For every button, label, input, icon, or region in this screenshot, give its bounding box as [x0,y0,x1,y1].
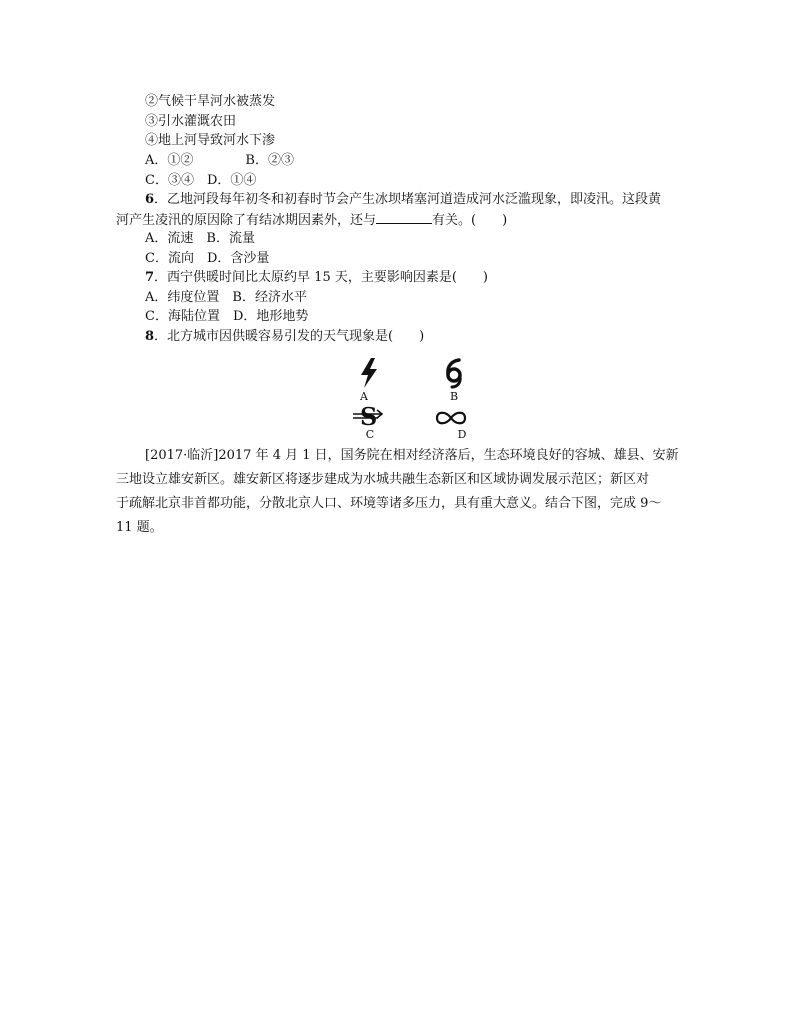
question-6-options-ab: A．流速 B．流量 [145,231,255,246]
question-7-options-ab: A．纬度位置 B．经济水平 [145,290,307,305]
question-6-line-2 [116,211,507,230]
symbol-label-a: A [360,390,368,403]
option-line-3: ③引水灌溉农田 [145,114,237,129]
question-number: 6 [145,192,155,207]
fill-in-blank [376,211,432,224]
passage-line-4: 11 题。 [116,520,163,535]
option-line-2: ②气候干旱河水被蒸发 [145,94,276,109]
passage-line-2: 三地设立雄安新区。雄安新区将逐步建成为水城共融生态新区和区域协调发展示范区；新区对 [116,472,650,487]
question-8 [145,328,424,346]
question-6-options-cd: C．流向 D．含沙量 [145,251,270,266]
weather-symbols-figure [340,355,490,445]
question-7 [145,269,488,287]
typhoon-icon [442,357,466,389]
symbol-label-d: D [457,428,467,441]
lightning-icon [358,357,380,389]
symbol-label-b: B [449,390,459,403]
question-text: ．乙地河段每年初冬和初春时节会产生冰坝堵塞河道造成河水泛滥现象，即凌汛。这段黄 [154,192,662,207]
svg-text:S: S [360,403,378,429]
question-number: 8 [145,329,155,344]
question-text: 有关。( ) [432,213,508,228]
passage-line-3: 于疏解北京非首都功能，分散北京人口、环境等诸多压力，具有重大意义。结合下图，完成 9～ [116,496,662,511]
answer-choices-cd: C．③④ D．①④ [145,173,257,188]
answer-choices-ab: A．①② B．②③ [145,153,294,168]
passage-line-1: [2017·临沂]2017 年 4 月 1 日，国务院在相对经济落后，生态环境良好的容城、雄县、安新 [145,448,679,463]
symbol-label-c: C [365,428,375,441]
question-7-options-cd: C．海陆位置 D．地形地势 [145,309,309,324]
question-text: ．北方城市因供暖容易引发的天气现象是( ) [154,329,425,344]
question-6-line-1 [145,191,661,209]
question-text: 河产生凌汛的原因除了有结冰期因素外，还与 [116,213,377,228]
sandstorm-icon [352,403,384,429]
haze-icon [434,409,468,427]
question-text: ．西宁供暖时间比太原约早 15 天，主要影响因素是( ) [154,270,488,285]
option-line-4: ④地上河导致河水下渗 [145,133,276,148]
question-number: 7 [145,270,155,285]
